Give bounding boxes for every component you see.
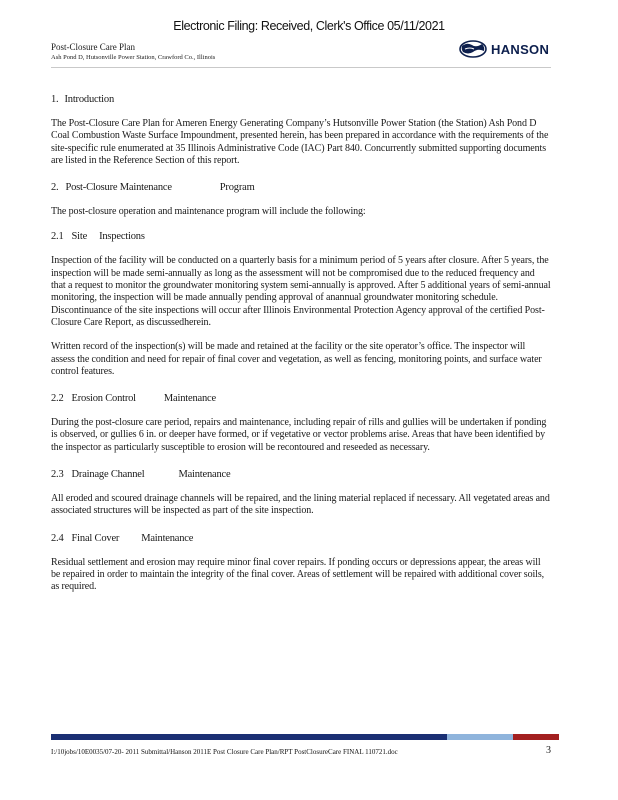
heading-introduction xyxy=(51,94,551,105)
footer-file-path: I:/10jobs/10E0035/07-20- 2011 Submittal/Hanson 2011E Post Closure Care Plan/RPT PostClosureCare FINAL 110721.doc xyxy=(51,748,398,756)
heading-text: Drainage Channel xyxy=(71,469,145,481)
heading-drainage-channel xyxy=(51,469,551,480)
heading-final-cover xyxy=(51,533,551,544)
document-subtitle: Ash Pond D, Hutsonville Power Station, Crawford Co., Illinois xyxy=(51,54,216,61)
heading-number: 2.3 xyxy=(51,469,64,481)
heading-text: Erosion Control xyxy=(71,393,136,405)
heading-text: Final Cover xyxy=(71,532,120,544)
heading-number: 1. xyxy=(51,94,59,105)
heading-number: 2.1 xyxy=(51,231,64,243)
heading-text-2: Maintenance xyxy=(163,393,216,405)
inspections-paragraph-2: Written record of the inspection(s) will be made and retained at the facility or the site operator’s office. The inspector will assess the condition and need for repair of final cover and vegetation, as well as fencing, monitoring points, and surface water control features. xyxy=(51,341,542,377)
heading-text: Post-Closure Maintenance xyxy=(65,182,172,194)
heading-text: Introduction xyxy=(64,94,114,105)
header-divider xyxy=(51,67,551,68)
cover-paragraph: Residual settlement and erosion may require minor final cover repairs. If ponding occurs or depressions appear, the areas will be repaired in order to maintain the integrity of the final cover. Areas of settlement will be repaired with additional cover soils, as required. xyxy=(51,556,545,593)
intro-paragraph: The Post-Closure Care Plan for Ameren Energy Generating Company’s Hutsonville Power Station (the Station) Ash Pond D Coal Combustion Waste Surface Impoundment, presented herein, has been prepared in accordance with the requirements of the site-specific rule enumerated at 35 Illinois Administrative Code (IAC) Part 840. Concurrently submitted supporting documents are listed in the Reference Section of this report. xyxy=(51,118,549,166)
footer-bar-lightblue xyxy=(447,734,513,740)
footer-bar-red xyxy=(513,734,559,740)
heading-site-inspections xyxy=(51,231,551,242)
footer-color-bar xyxy=(51,734,559,740)
heading-number: 2. xyxy=(51,182,59,194)
heading-text-2: Program xyxy=(219,182,255,194)
heading-text: Site xyxy=(71,231,88,243)
heading-number: 2.2 xyxy=(51,393,64,405)
page-number: 3 xyxy=(546,745,551,756)
drainage-paragraph: All eroded and scoured drainage channels will be repaired, and the lining material replaced if necessary. All vegetated areas and associated structures will be inspected as part of the site inspection. xyxy=(51,493,550,517)
logo-wordmark: HANSON xyxy=(491,41,550,57)
document-body xyxy=(51,94,551,594)
heading-post-closure-maintenance xyxy=(51,182,551,193)
inspections-paragraph-1: Inspection of the facility will be conducted on a quarterly basis for a minimum period of 5 years after closure. After 5 years, the inspection will be made semi-annually as long as the assessment will not be compromised due to the reduced frequency and that a request to monitor the groundwater monitoring system semi-annually is approved. After 5 additional years of semi-annual monitoring, the inspection will be made annually pending approval of anannual groundwater monitoring schedule. Discontinuance of the site inspections will occur after Illinois Environmental Protection Agency approval of the certified Post-Closure Care Report, as discussedherein. xyxy=(51,255,551,328)
heading-text-2: Maintenance xyxy=(141,532,194,544)
heading-text-2: Maintenance xyxy=(178,469,231,481)
globe-logo-icon xyxy=(458,40,488,58)
filing-stamp: Electronic Filing: Received, Clerk's Office 05/11/2021 xyxy=(173,19,445,33)
company-logo xyxy=(458,40,549,58)
heading-text-2: Inspections xyxy=(99,231,145,243)
heading-number: 2.4 xyxy=(51,532,64,544)
heading-erosion-control xyxy=(51,393,551,404)
footer-bar-navy xyxy=(51,734,447,740)
erosion-paragraph: During the post-closure care period, repairs and maintenance, including repair of rills and gullies will be undertaken if ponding is observed, or gullies 6 in. or deeper have formed, or if vegetative or vector problems arise. Areas that have been identified by the inspector as particularly susceptible to erosion will be recontoured and reseeded as necessary. xyxy=(51,417,547,453)
program-paragraph: The post-closure operation and maintenance program will include the following: xyxy=(51,206,366,218)
document-title: Post-Closure Care Plan xyxy=(51,42,135,52)
